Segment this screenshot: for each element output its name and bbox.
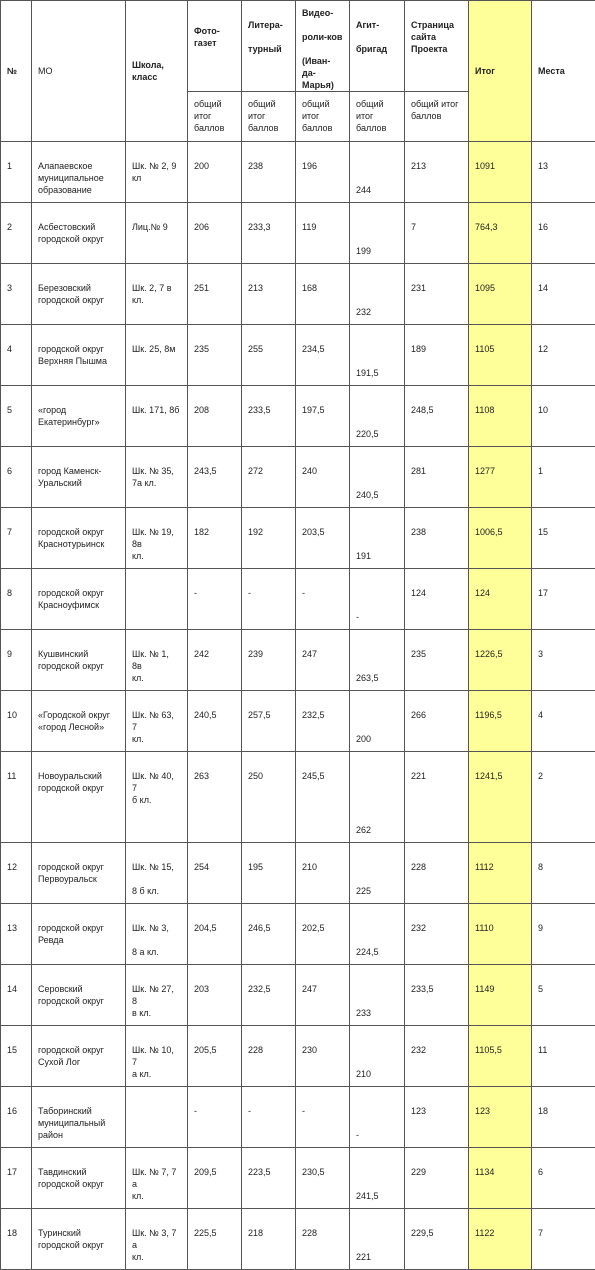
row-itog: 764,3: [469, 203, 532, 264]
table-row: [1, 752, 595, 843]
row-school: Шк. № 1, 8в кл.: [126, 630, 188, 691]
row-place: 17: [532, 569, 595, 630]
row-mo: Новоуральский городской округ: [32, 752, 126, 843]
row-lit-score: 239: [242, 630, 296, 691]
row-itog: 1149: [469, 965, 532, 1026]
row-agit-score: 200: [350, 691, 405, 752]
row-school: Шк. № 2, 9 кл: [126, 142, 188, 203]
row-agit-score: 199: [350, 203, 405, 264]
row-mo: городской округ Сухой Лог: [32, 1026, 126, 1087]
row-place: 5: [532, 965, 595, 1026]
row-video-score: 119: [296, 203, 350, 264]
subheader-agit: общий итог баллов: [350, 92, 405, 142]
row-number: 2: [1, 203, 32, 264]
row-site-score: 123: [405, 1087, 469, 1148]
row-agit-score: 262: [350, 752, 405, 843]
table-row: [1, 386, 595, 447]
row-video-score: 196: [296, 142, 350, 203]
row-school: Шк. № 27, 8 в кл.: [126, 965, 188, 1026]
row-mo: Алапаевское муниципальное образование: [32, 142, 126, 203]
row-school: Шк. 2, 7 в кл.: [126, 264, 188, 325]
table-row: [1, 1148, 595, 1209]
row-place: 11: [532, 1026, 595, 1087]
header-itog: Итог: [469, 1, 532, 142]
row-place: 4: [532, 691, 595, 752]
row-mo: городской округ Ревда: [32, 904, 126, 965]
row-photo-score: 242: [188, 630, 242, 691]
row-school: Шк. № 7, 7 а кл.: [126, 1148, 188, 1209]
row-mo: Асбестовский городской округ: [32, 203, 126, 264]
row-school: Шк. № 15, 8 б кл.: [126, 843, 188, 904]
row-itog: 1110: [469, 904, 532, 965]
row-place: 2: [532, 752, 595, 843]
row-lit-score: 255: [242, 325, 296, 386]
row-lit-score: 238: [242, 142, 296, 203]
row-agit-score: 232: [350, 264, 405, 325]
row-video-score: 228: [296, 1209, 350, 1270]
row-number: 11: [1, 752, 32, 843]
header-photo: Фото- газет: [188, 1, 242, 92]
row-lit-score: 192: [242, 508, 296, 569]
row-number: 10: [1, 691, 32, 752]
row-number: 17: [1, 1148, 32, 1209]
row-agit-score: 233: [350, 965, 405, 1026]
row-agit-score: 220,5: [350, 386, 405, 447]
row-agit-score: 221: [350, 1209, 405, 1270]
row-school: [126, 1087, 188, 1148]
subheader-video: общий итог баллов: [296, 92, 350, 142]
row-agit-score: 263,5: [350, 630, 405, 691]
row-video-score: 203,5: [296, 508, 350, 569]
row-itog: 1108: [469, 386, 532, 447]
row-video-score: 197,5: [296, 386, 350, 447]
row-school: Шк. № 63, 7 кл.: [126, 691, 188, 752]
row-site-score: 231: [405, 264, 469, 325]
row-mo: городской округ Краснотурьинск: [32, 508, 126, 569]
row-video-score: 210: [296, 843, 350, 904]
row-agit-score: 225: [350, 843, 405, 904]
row-site-score: 248,5: [405, 386, 469, 447]
row-photo-score: -: [188, 569, 242, 630]
row-place: 1: [532, 447, 595, 508]
row-school: Шк. № 35, 7а кл.: [126, 447, 188, 508]
row-itog: 1196,5: [469, 691, 532, 752]
row-video-score: 247: [296, 965, 350, 1026]
row-video-score: 240: [296, 447, 350, 508]
header-mo: МО: [32, 1, 126, 142]
header-row: [1, 1, 595, 92]
row-photo-score: 263: [188, 752, 242, 843]
row-mo: Таборинский муниципальный район: [32, 1087, 126, 1148]
subheader-site: общий итог баллов: [405, 92, 469, 142]
row-agit-score: 244: [350, 142, 405, 203]
row-agit-score: 241,5: [350, 1148, 405, 1209]
row-lit-score: 195: [242, 843, 296, 904]
row-itog: 1112: [469, 843, 532, 904]
row-mo: «Городской округ «город Лесной»: [32, 691, 126, 752]
row-photo-score: 243,5: [188, 447, 242, 508]
row-site-score: 228: [405, 843, 469, 904]
table-row: [1, 630, 595, 691]
table-row: [1, 965, 595, 1026]
row-photo-score: 203: [188, 965, 242, 1026]
table-row: [1, 203, 595, 264]
row-number: 6: [1, 447, 32, 508]
table-row: [1, 1026, 595, 1087]
row-agit-score: 224,5: [350, 904, 405, 965]
row-place: 6: [532, 1148, 595, 1209]
table-row: [1, 508, 595, 569]
row-site-score: 266: [405, 691, 469, 752]
row-lit-score: 246,5: [242, 904, 296, 965]
row-photo-score: 208: [188, 386, 242, 447]
row-place: 8: [532, 843, 595, 904]
row-itog: 124: [469, 569, 532, 630]
row-itog: 123: [469, 1087, 532, 1148]
row-itog: 1006,5: [469, 508, 532, 569]
row-lit-score: 232,5: [242, 965, 296, 1026]
row-place: 7: [532, 1209, 595, 1270]
row-site-score: 229,5: [405, 1209, 469, 1270]
row-video-score: 230: [296, 1026, 350, 1087]
row-place: 14: [532, 264, 595, 325]
row-site-score: 7: [405, 203, 469, 264]
row-school: Шк. 25, 8м: [126, 325, 188, 386]
header-site: Страница сайта Проекта: [405, 1, 469, 92]
table-row: [1, 843, 595, 904]
row-itog: 1122: [469, 1209, 532, 1270]
row-number: 16: [1, 1087, 32, 1148]
row-lit-score: -: [242, 569, 296, 630]
row-lit-score: 228: [242, 1026, 296, 1087]
row-mo: город Каменск- Уральский: [32, 447, 126, 508]
row-video-score: 168: [296, 264, 350, 325]
row-agit-score: -: [350, 1087, 405, 1148]
row-lit-score: 213: [242, 264, 296, 325]
row-site-score: 213: [405, 142, 469, 203]
row-place: 3: [532, 630, 595, 691]
row-photo-score: 251: [188, 264, 242, 325]
row-school: Лиц.№ 9: [126, 203, 188, 264]
header-num: №: [1, 1, 32, 142]
row-place: 18: [532, 1087, 595, 1148]
row-video-score: 232,5: [296, 691, 350, 752]
row-mo: Березовский городской округ: [32, 264, 126, 325]
row-video-score: 245,5: [296, 752, 350, 843]
row-itog: 1105,5: [469, 1026, 532, 1087]
row-agit-score: 210: [350, 1026, 405, 1087]
row-video-score: -: [296, 569, 350, 630]
row-site-score: 221: [405, 752, 469, 843]
header-video: Видео- роли-ков (Иван-да- Марья): [296, 1, 350, 92]
row-lit-score: 272: [242, 447, 296, 508]
row-number: 4: [1, 325, 32, 386]
row-itog: 1095: [469, 264, 532, 325]
row-mo: городской округ Красноуфимск: [32, 569, 126, 630]
row-site-score: 124: [405, 569, 469, 630]
row-lit-score: 233,3: [242, 203, 296, 264]
row-site-score: 189: [405, 325, 469, 386]
row-itog: 1241,5: [469, 752, 532, 843]
header-lit: Литера- турный: [242, 1, 296, 92]
row-agit-score: 240,5: [350, 447, 405, 508]
row-photo-score: 254: [188, 843, 242, 904]
subheader-lit: общий итог баллов: [242, 92, 296, 142]
table-row: [1, 325, 595, 386]
row-site-score: 232: [405, 1026, 469, 1087]
row-school: Шк. № 19, 8в кл.: [126, 508, 188, 569]
subheader-photo: общий итог баллов: [188, 92, 242, 142]
row-photo-score: 204,5: [188, 904, 242, 965]
header-mesta: Места: [532, 1, 595, 142]
row-school: Шк. № 10, 7 а кл.: [126, 1026, 188, 1087]
row-mo: Серовский городской округ: [32, 965, 126, 1026]
row-agit-score: -: [350, 569, 405, 630]
table-row: [1, 264, 595, 325]
table-row: [1, 569, 595, 630]
row-video-score: 234,5: [296, 325, 350, 386]
row-school: Шк. 171, 8б: [126, 386, 188, 447]
row-site-score: 238: [405, 508, 469, 569]
row-lit-score: 233,5: [242, 386, 296, 447]
row-site-score: 229: [405, 1148, 469, 1209]
row-itog: 1091: [469, 142, 532, 203]
row-itog: 1105: [469, 325, 532, 386]
row-site-score: 235: [405, 630, 469, 691]
row-video-score: 247: [296, 630, 350, 691]
row-site-score: 232: [405, 904, 469, 965]
row-number: 13: [1, 904, 32, 965]
row-lit-score: 257,5: [242, 691, 296, 752]
row-photo-score: 209,5: [188, 1148, 242, 1209]
table-row: [1, 904, 595, 965]
row-itog: 1134: [469, 1148, 532, 1209]
row-number: 8: [1, 569, 32, 630]
row-place: 16: [532, 203, 595, 264]
row-mo: Тавдинский городской округ: [32, 1148, 126, 1209]
table-row: [1, 447, 595, 508]
header-school: Школа, класс: [126, 1, 188, 142]
row-number: 18: [1, 1209, 32, 1270]
row-school: Шк. № 40, 7 б кл.: [126, 752, 188, 843]
row-itog: 1226,5: [469, 630, 532, 691]
row-mo: Туринский городской округ: [32, 1209, 126, 1270]
row-number: 1: [1, 142, 32, 203]
row-school: Шк. № 3, 8 а кл.: [126, 904, 188, 965]
table-row: [1, 1087, 595, 1148]
row-school: [126, 569, 188, 630]
row-mo: Кушвинский городской округ: [32, 630, 126, 691]
row-photo-score: -: [188, 1087, 242, 1148]
header-agit: Агит- бригад: [350, 1, 405, 92]
row-place: 12: [532, 325, 595, 386]
row-photo-score: 200: [188, 142, 242, 203]
row-photo-score: 206: [188, 203, 242, 264]
row-place: 10: [532, 386, 595, 447]
row-number: 9: [1, 630, 32, 691]
row-agit-score: 191,5: [350, 325, 405, 386]
row-video-score: -: [296, 1087, 350, 1148]
row-school: Шк. № 3, 7 а кл.: [126, 1209, 188, 1270]
row-video-score: 230,5: [296, 1148, 350, 1209]
table-row: [1, 1209, 595, 1270]
row-photo-score: 182: [188, 508, 242, 569]
row-place: 13: [532, 142, 595, 203]
row-number: 7: [1, 508, 32, 569]
row-itog: 1277: [469, 447, 532, 508]
row-place: 15: [532, 508, 595, 569]
row-photo-score: 235: [188, 325, 242, 386]
row-lit-score: 250: [242, 752, 296, 843]
row-lit-score: -: [242, 1087, 296, 1148]
row-number: 12: [1, 843, 32, 904]
row-mo: городской округ Первоуральск: [32, 843, 126, 904]
row-mo: «город Екатеринбург»: [32, 386, 126, 447]
row-agit-score: 191: [350, 508, 405, 569]
row-site-score: 281: [405, 447, 469, 508]
row-mo: городской округ Верхняя Пышма: [32, 325, 126, 386]
table-row: [1, 691, 595, 752]
row-lit-score: 223,5: [242, 1148, 296, 1209]
row-number: 15: [1, 1026, 32, 1087]
row-number: 14: [1, 965, 32, 1026]
table-row: [1, 142, 595, 203]
row-photo-score: 240,5: [188, 691, 242, 752]
row-number: 5: [1, 386, 32, 447]
row-place: 9: [532, 904, 595, 965]
row-photo-score: 205,5: [188, 1026, 242, 1087]
row-video-score: 202,5: [296, 904, 350, 965]
row-lit-score: 218: [242, 1209, 296, 1270]
row-number: 3: [1, 264, 32, 325]
row-photo-score: 225,5: [188, 1209, 242, 1270]
row-site-score: 233,5: [405, 965, 469, 1026]
